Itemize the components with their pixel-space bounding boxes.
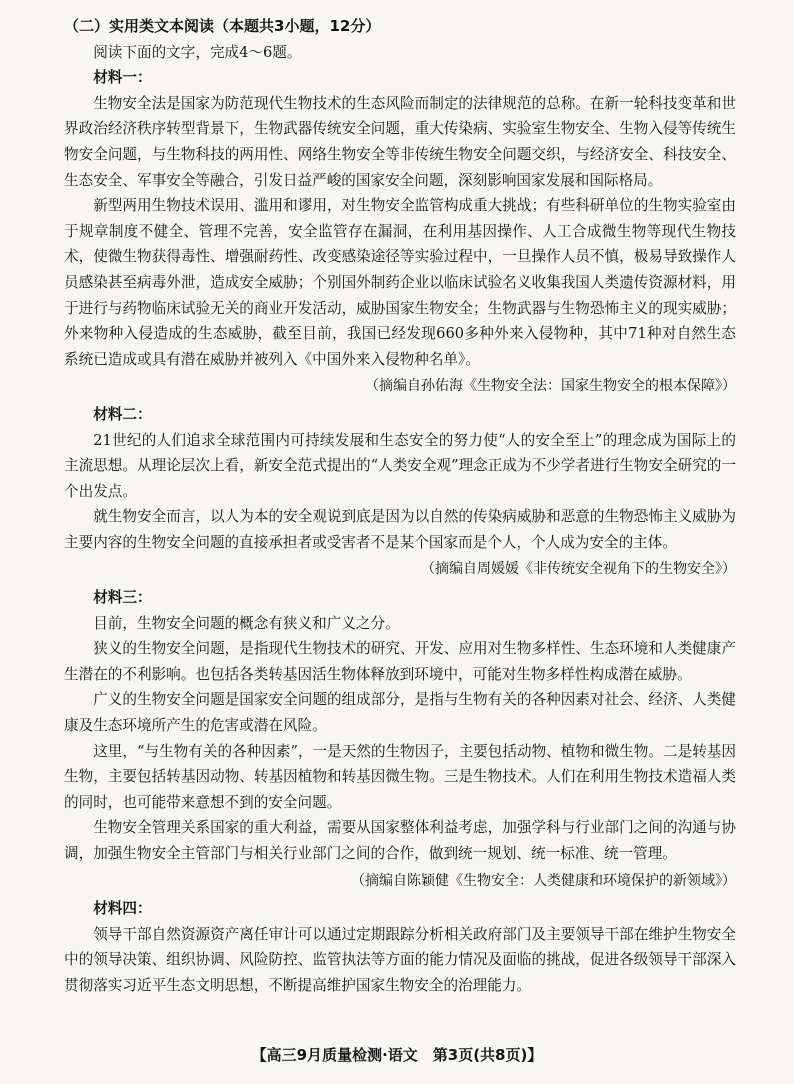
- material-1-source: （摘编自孙佑海《生物安全法：国家生物安全的根本保障》）: [365, 378, 736, 395]
- material-2-source: （摘编自周媛媛《非传统安全视角下的生物安全》）: [421, 561, 736, 578]
- section-title: （二）实用类文本阅读（本题共3小题，12分）: [64, 17, 381, 35]
- material-1-title: 材料一：: [93, 69, 152, 87]
- material-2-paragraph: 就生物安全而言，以人为本的安全观说到底是因为以自然的传染病威胁和恶意的生物恐怖主义威胁为主要内容的生物安全问题的直接承担者或受害者不是某个国家而是个人，个人成为安全的主体。: [64, 508, 736, 551]
- material-4-paragraph: 领导干部自然资源资产离任审计可以通过定期跟踪分析相关政府部门及主要领导干部在维护生物安全中的领导决策、组织协调、风险防控、监管执法等方面的能力情况及面临的挑战，促进各级领导干部深入贯彻落实习近平生态文明思想，不断提高维护国家生物安全的治理能力。: [64, 925, 736, 994]
- material-1-paragraph: 生物安全法是国家为防范现代生物技术的生态风险而制定的法律规范的总称。在新一轮科技变革和世界政治经济秩序转型背景下，生物武器传统安全问题，重大传染病、实验室生物安全、生物入侵等传统生物安全问题，与生物科技的两用性、网络生物安全等非传统生物安全问题交织，与经济安全、科技安全、生态安全、军事安全等融合，引发日益严峻的国家安全问题，深刻影响国家发展和国际格局。: [64, 94, 736, 189]
- material-3-paragraph: 狭义的生物安全问题，是指现代生物技术的研究、开发、应用对生物多样性、生态环境和人类健康产生潜在的不利影响。也包括各类转基因活生物体释放到环境中，可能对生物多样性构成潜在威胁。: [64, 640, 736, 683]
- material-2-paragraph: 21世纪的人们追求全球范围内可持续发展和生态安全的努力使“人的安全至上”的理念成为国际上的主流思想。从理论层次上看，新安全范式提出的“人类安全观”理念正成为不少学者进行生物安全研究的一个出发点。: [64, 431, 736, 500]
- material-3-source: （摘编自陈颖健《生物安全：人类健康和环境保护的新领域》）: [351, 872, 736, 889]
- instruction: 阅读下面的文字，完成4～6题。: [93, 43, 302, 61]
- material-3-paragraph: 广义的生物安全问题是国家安全问题的组成部分，是指与生物有关的各种因素对社会、经济、人类健康及生态环境所产生的危害或潜在风险。: [64, 691, 736, 735]
- material-3-paragraph: 生物安全管理关系国家的重大利益，需要从国家整体利益考虑，加强学科与行业部门之间的沟通与协调，加强生物安全主管部门与相关行业部门之间的合作，做到统一规划、统一标准、统一管理。: [64, 819, 736, 862]
- material-4-title: 材料四：: [93, 900, 152, 918]
- page-footer: 【高三9月质量检测·语文 第3页(共8页)】: [251, 1046, 543, 1064]
- material-3-paragraph: 这里，“与生物有关的各种因素”，一是天然的生物因子，主要包括动物、植物和微生物。二是转基因生物，主要包括转基因动物、转基因植物和转基因微生物。三是生物技术。人们在利用生物技术造福人类的同时，也可能带来意想不到的安全问题。: [64, 742, 736, 811]
- material-3-title: 材料三：: [93, 589, 152, 607]
- material-1-paragraph: 新型两用生物技术误用、滥用和谬用，对生物安全监管构成重大挑战；有些科研单位的生物实验室由于规章制度不健全、管理不完善，安全监管存在漏洞，在利用基因操作、人工合成微生物等现代生物技术，使微生物获得毒性、增强耐药性、改变感染途径等实验过程中，一旦操作人员不慎，极易导致操作人员感染甚至病毒外泄，造成安全威胁；个别国外制药企业以临床试验名义收集我国人类遗传资源材料，用于进行与药物临床试验无关的商业开发活动，威胁国家生物安全；生物武器与生物恐怖主义的现实威胁；外来物种入侵造成的生态威胁，截至目前，我国已经发现660多种外来入侵物种，其中71种对自然生态系统已造成或具有潜在威胁并被列入《中国外来入侵物种名单》。: [64, 197, 736, 368]
- exam-page: [64, 14, 736, 999]
- material-3-paragraph: 目前，生物安全问题的概念有狭义和广义之分。: [93, 614, 400, 632]
- material-2-title: 材料二：: [93, 405, 152, 423]
